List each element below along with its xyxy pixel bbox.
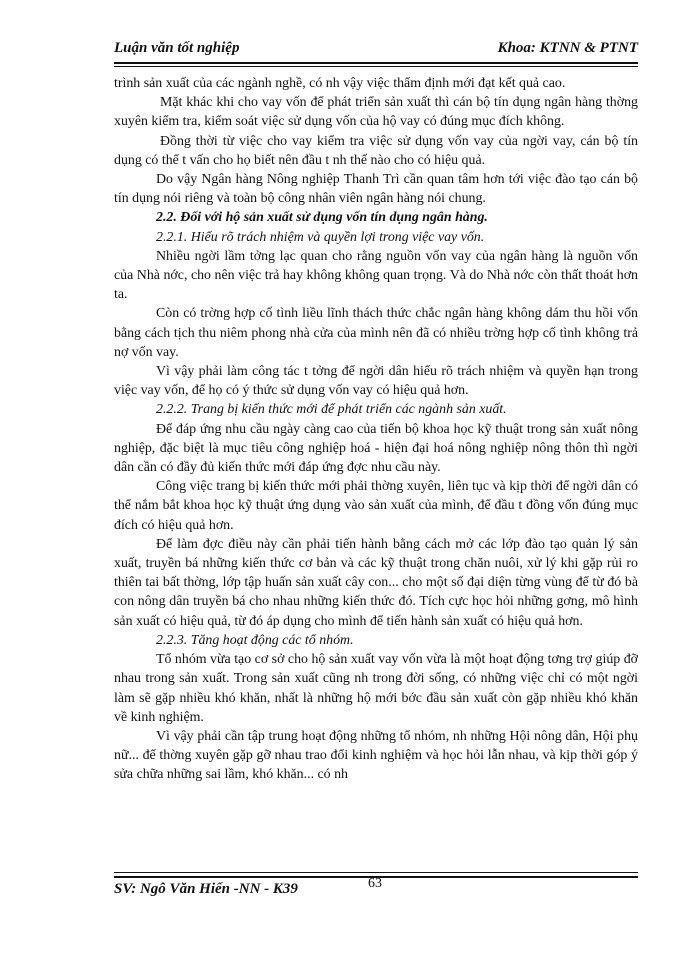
paragraph: Còn có trờng hợp cố tình liều lĩnh thách thức chắc ngân hàng không dám thu hồi vốn bằng cách tịch thu niêm phong nhà cửa của mình nên đã có nhiều trờng hợp cố tình không trả nợ vốn vay. xyxy=(114,306,638,360)
paragraph: Công việc trang bị kiến thức mới phải thờng xuyên, liên tục và kịp thời để ngời dân có thể nắm bắt khoa học kỹ thuật ứng dụng vào sản xuất của mình, để đầu t đồng vốn đúng mục đích có hiệu quả hơn. xyxy=(114,479,638,533)
subsection-heading-2-2-2: 2.2.2. Trang bị kiến thức mới để phát triển các ngành sản xuất. xyxy=(156,402,507,418)
paragraph: Để đáp ứng nhu cầu ngày càng cao của tiến bộ khoa học kỹ thuật trong sản xuất nông nghiệp, đặc biệt là mục tiêu công nghiệp hoá - hiện đại hoá nông nghiệp nông thôn thì ngời dân cần có đầy đủ kiến thức mới đáp ứng đợc nhu cầu này. xyxy=(114,421,638,476)
header-rule-thick xyxy=(114,62,638,64)
page-number: 63 xyxy=(368,876,382,891)
paragraph: Vì vậy phải làm công tác t tởng để ngời dân hiểu rõ trách nhiệm và quyền hạn trong việc vay vốn, để họ có ý thức sử dụng vốn vay có hiệu quả hơn. xyxy=(114,364,638,399)
paragraph: trình sản xuất của các ngành nghề, có nh vậy việc thẩm định mới đạt kết quả cao. xyxy=(114,76,566,91)
page-body xyxy=(114,74,638,785)
paragraph: Đồng thời từ việc cho vay kiểm tra việc sử dụng vốn vay của ngời vay, cán bộ tín dụng có thể t vấn cho họ biết nên đầu t nh thế nào cho có hiệu quả. xyxy=(114,133,638,168)
header-faculty-label: Khoa: KTNN & PTNT xyxy=(497,40,638,56)
page-header xyxy=(114,40,638,60)
footer-student-label: SV: Ngô Văn Hiển -NN - K39 xyxy=(114,881,298,897)
header-rule-thin xyxy=(114,66,638,67)
footer-rule-thin xyxy=(114,872,638,873)
subsection-heading-2-2-3: 2.2.3. Tăng hoạt động các tổ nhóm. xyxy=(156,632,354,648)
paragraph: Vì vậy phải cần tập trung hoạt động những tổ nhóm, nh những Hội nông dân, Hội phụ nữ... để thờng xuyên gặp gỡ nhau trao đổi kinh nghiệm và học hỏi lẫn nhau, và kịp thời góp ý sửa chữa những sai lầm, khó khăn... có nh xyxy=(114,728,638,783)
paragraph: Do vậy Ngân hàng Nông nghiệp Thanh Trì cần quan tâm hơn tới việc đào tạo cán bộ tín dụng nói riêng và toàn bộ công nhân viên ngân hàng nói chung. xyxy=(114,172,638,207)
subsection-heading-2-2-1: 2.2.1. Hiểu rõ trách nhiệm và quyền lợi trong việc vay vốn. xyxy=(156,229,485,245)
header-thesis-label: Luận văn tốt nghiệp xyxy=(114,40,240,56)
paragraph: Nhiều ngời lầm tởng lạc quan cho rằng nguồn vốn vay của ngân hàng là nguồn vốn của Nhà nớc, cho nên việc trả hay không không quan trọng. Và do Nhà nớc còn thất thoát hơn ta. xyxy=(114,248,638,303)
paragraph: Mặt khác khi cho vay vốn để phát triển sản xuất thì cán bộ tín dụng ngân hàng thờng xuyên kiểm tra, kiểm soát việc sử dụng vốn của hộ vay có đúng mục đích không. xyxy=(114,95,638,130)
section-heading-2-2: 2.2. Đối với hộ sản xuất sử dụng vốn tín dụng ngân hàng. xyxy=(156,210,488,226)
paragraph: Tổ nhóm vừa tạo cơ sở cho hộ sản xuất vay vốn vừa là một hoạt động tơng trợ giúp đỡ nhau trong sản xuất. Trong sản xuất cũng nh trong đời sống, có những việc chỉ có một ngời làm sẽ gặp nhiều khó khăn, nhất là những hộ mới bớc đầu sản xuất còn gặp nhiều khó khăn về kinh nghiệm. xyxy=(114,652,638,725)
paragraph: Để làm đợc điều này cần phải tiến hành bằng cách mở các lớp đào tạo quản lý sản xuất, truyền bá những kiến thức cơ bản và các kỹ thuật trong chăn nuôi, xử lý khi gặp rủi ro thiên tai bất thờng, lớp tập huấn sản xuất cây con... cho một số đại diện từng vùng để từ đó bà con nông dân truyền bá cho nhau những kiến thức đó. Tích cực học hỏi những gơng, mô hình sản xuất có hiệu quả, từ đó áp dụng cho mình để tiến hành sản xuất có hiệu quả hơn. xyxy=(114,536,638,629)
